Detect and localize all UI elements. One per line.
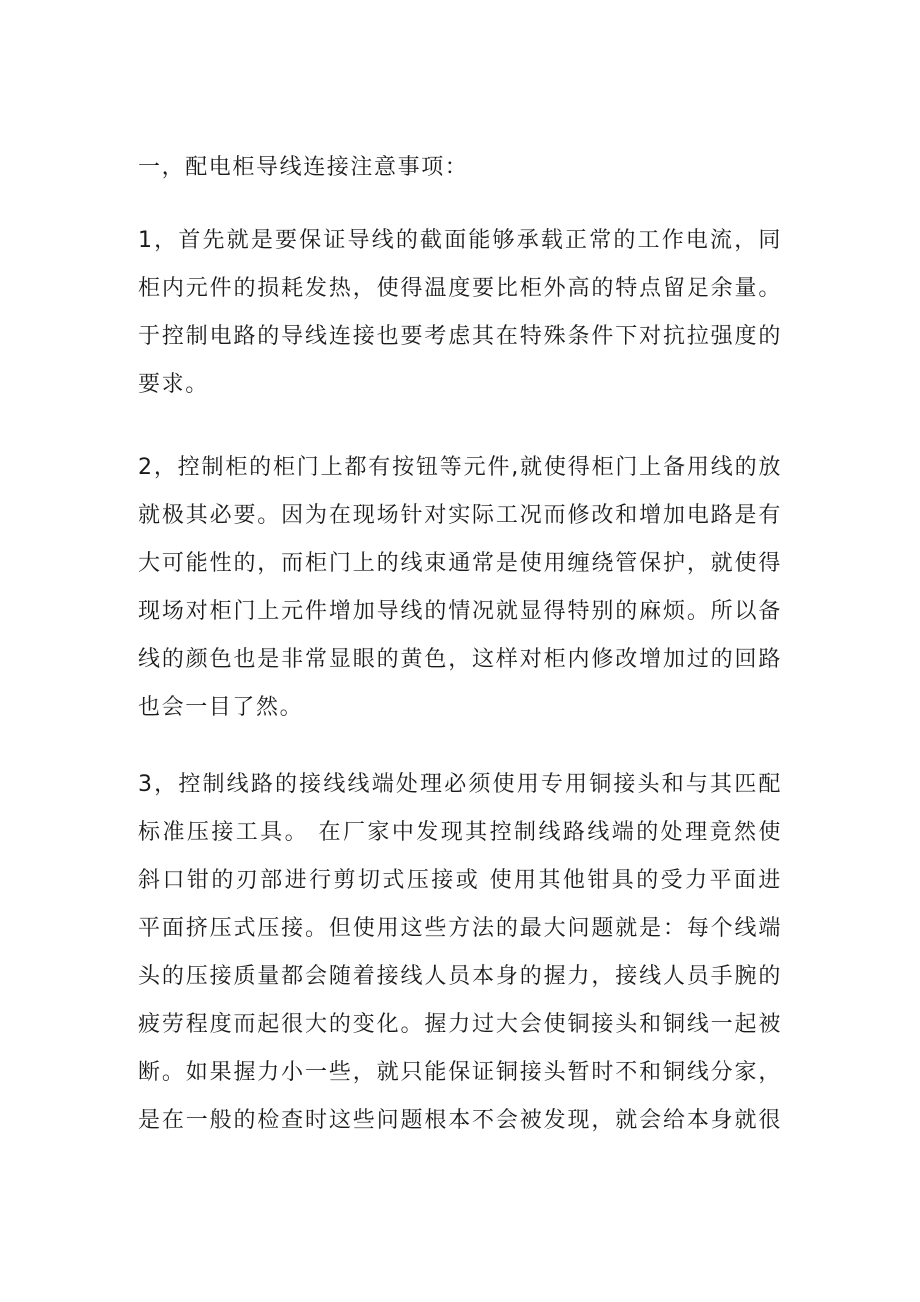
text-line: 头的压接质量都会随着接线人员本身的握力，接线人员手腕的 (138, 964, 782, 989)
text-line: 疲劳程度而起很大的变化。握力过大会使铜接头和铜线一起被 (138, 1012, 782, 1037)
section-heading: 一，配电柜导线连接注意事项： (138, 155, 469, 180)
text-line: 于控制电路的导线连接也要考虑其在特殊条件下对抗拉强度的 (138, 324, 782, 349)
section-heading-block (138, 144, 782, 192)
text-line: 3，控制线路的接线线端处理必须使用专用铜接头和与其匹配 (138, 772, 782, 797)
text-line: 要求。 (138, 372, 209, 397)
text-line: 是在一般的检查时这些问题根本不会被发现，就会给本身就很 (138, 1108, 782, 1133)
paragraph-2 (138, 444, 782, 732)
text-line: 断。如果握力小一些，就只能保证铜接头暂时不和铜线分家， (138, 1060, 782, 1085)
text-line: 就极其必要。因为在现场针对实际工况而修改和增加电路是有 (138, 503, 782, 528)
paragraph-1 (138, 217, 782, 409)
text-line: 平面挤压式压接。但使用这些方法的最大问题就是：每个线端 (138, 916, 782, 941)
text-line: 线的颜色也是非常显眼的黄色，这样对柜内修改增加过的回路 (138, 647, 782, 672)
text-line: 标准压接工具。 在厂家中发现其控制线路线端的处理竟然使 (138, 820, 782, 845)
text-line: 2，控制柜的柜门上都有按钮等元件,就使得柜门上备用线的放 (138, 455, 782, 480)
text-line: 斜口钳的刃部进行剪切式压接或 使用其他钳具的受力平面进 (138, 868, 782, 893)
text-line: 柜内元件的损耗发热，使得温度要比柜外高的特点留足余量。 (138, 276, 782, 301)
text-line: 1，首先就是要保证导线的截面能够承载正常的工作电流，同 (138, 228, 782, 253)
text-line: 现场对柜门上元件增加导线的情况就显得特别的麻烦。所以备 (138, 599, 782, 624)
text-line: 也会一目了然。 (138, 695, 304, 720)
paragraph-3 (138, 761, 782, 1145)
text-line: 大可能性的，而柜门上的线束通常是使用缠绕管保护，就使得 (138, 551, 782, 576)
